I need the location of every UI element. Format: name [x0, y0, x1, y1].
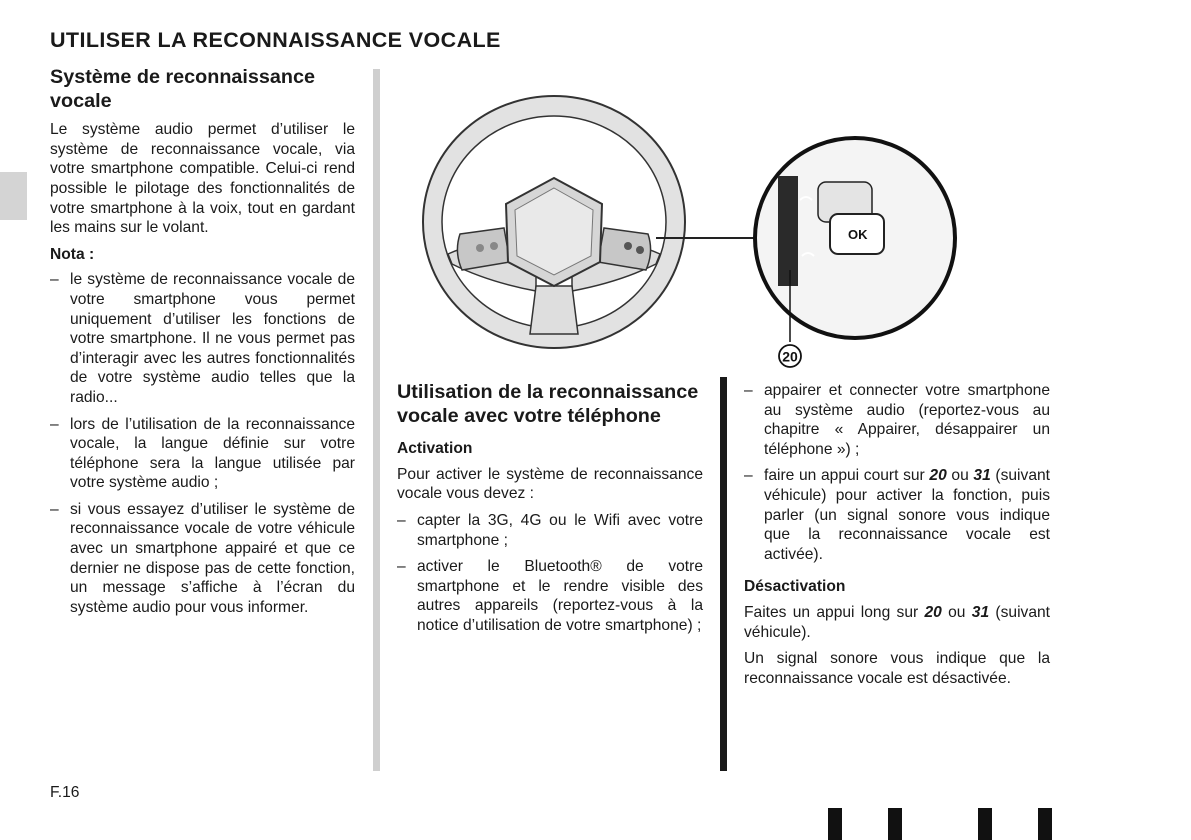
activation-heading: Activation — [397, 440, 473, 458]
steering-wheel-icon — [423, 96, 762, 348]
column-divider-gray — [373, 69, 380, 771]
list-item-text: (suivant véhicule) pour activer la fonction, puis parler (un signal sonore vous indique que la reconnaissance vocale est activée). — [764, 467, 1050, 563]
intro-paragraph — [50, 120, 355, 238]
list-item — [744, 466, 1050, 564]
section-heading-usage: Utilisation de la reconnaissance vocale avec votre téléphone — [397, 381, 699, 427]
activation-list-continued — [744, 381, 1050, 564]
page-title: UTILISER LA RECONNAISSANCE VOCALE — [50, 28, 501, 52]
page-number: F.16 — [50, 784, 80, 801]
print-mark — [828, 808, 842, 840]
list-item-text: ou — [946, 467, 974, 485]
list-item: – lors de l’utilisation de la reconnaissance vocale, la langue définie sur votre téléphone sera la langue utilisée par votre système audio ; — [50, 415, 355, 493]
ref-number: 20 — [924, 603, 942, 621]
list-item: – appairer et connecter votre smartphone au système audio (reportez-vous au chapitre « Appairer, désappairer un téléphone ») ; — [744, 381, 1050, 459]
list-item: – activer le Bluetooth® de votre smartphone et le rendre visible des autres appareils (reportez-vous à la notice d’utilisation de votre smartphone) ; — [397, 557, 703, 635]
print-mark — [888, 808, 902, 840]
callout-number: 20 — [782, 348, 798, 365]
intro-text: Le système audio permet d’utiliser le système de reconnaissance vocale, via votre smartphone compatible. Celui-ci rend possible le pilotage des fonctionnalités de votre smartphone à la voix, — [50, 121, 355, 217]
list-item: – si vous essayez d’utiliser le système de reconnaissance vocale de votre véhicule avec un smartphone appairé et que ce dernier ne dispose pas de cette fonction, un message s’affiche à l’écran du système audio pour vous informer. — [50, 500, 355, 618]
steering-wheel-illustration — [418, 86, 868, 378]
ref-number: 31 — [971, 603, 990, 621]
right-column — [744, 381, 1050, 695]
activation-list — [397, 511, 703, 636]
ref-number: 31 — [973, 467, 991, 485]
nota-label: Nota : — [50, 245, 95, 263]
column-divider-black — [720, 377, 727, 771]
list-item: – le système de reconnaissance vocale de votre smartphone vous permet uniquement d’utiliser les fonctions de votre smartphone. Il ne vous permet pas d’interagir avec les autres fonctionnalités de votre système audio telles que la radio... — [50, 270, 355, 407]
paragraph-text: ou — [941, 603, 972, 621]
activation-intro: Pour activer le système de reconnaissance vocale vous devez : — [397, 465, 703, 503]
nota-list — [50, 270, 355, 617]
ok-button-label: OK — [848, 227, 868, 242]
final-paragraph: Un signal sonore vous indique que la reconnaissance vocale est désactivée. — [744, 650, 1050, 687]
section-heading-system: Système de reconnaissance vocale — [50, 66, 315, 112]
deactivation-heading: Désactivation — [744, 578, 846, 596]
left-column — [50, 66, 355, 624]
print-mark — [978, 808, 992, 840]
deactivation-paragraph — [744, 603, 1050, 642]
side-tab-marker — [0, 172, 27, 220]
ref-number: 20 — [929, 467, 947, 485]
list-item: – capter la 3G, 4G ou le Wifi avec votre smartphone ; — [397, 511, 703, 550]
middle-column — [397, 381, 703, 643]
list-item-text: faire un appui court sur — [764, 467, 930, 485]
callout-20 — [779, 345, 801, 367]
paragraph-text: Faites un appui long sur — [744, 603, 925, 621]
intro-text-end: tout en gardant les mains sur le volant. — [50, 199, 355, 237]
zoom-inset — [755, 138, 955, 342]
paragraph-text: (suivant véhicule). — [744, 603, 1051, 641]
print-mark — [1038, 808, 1052, 840]
